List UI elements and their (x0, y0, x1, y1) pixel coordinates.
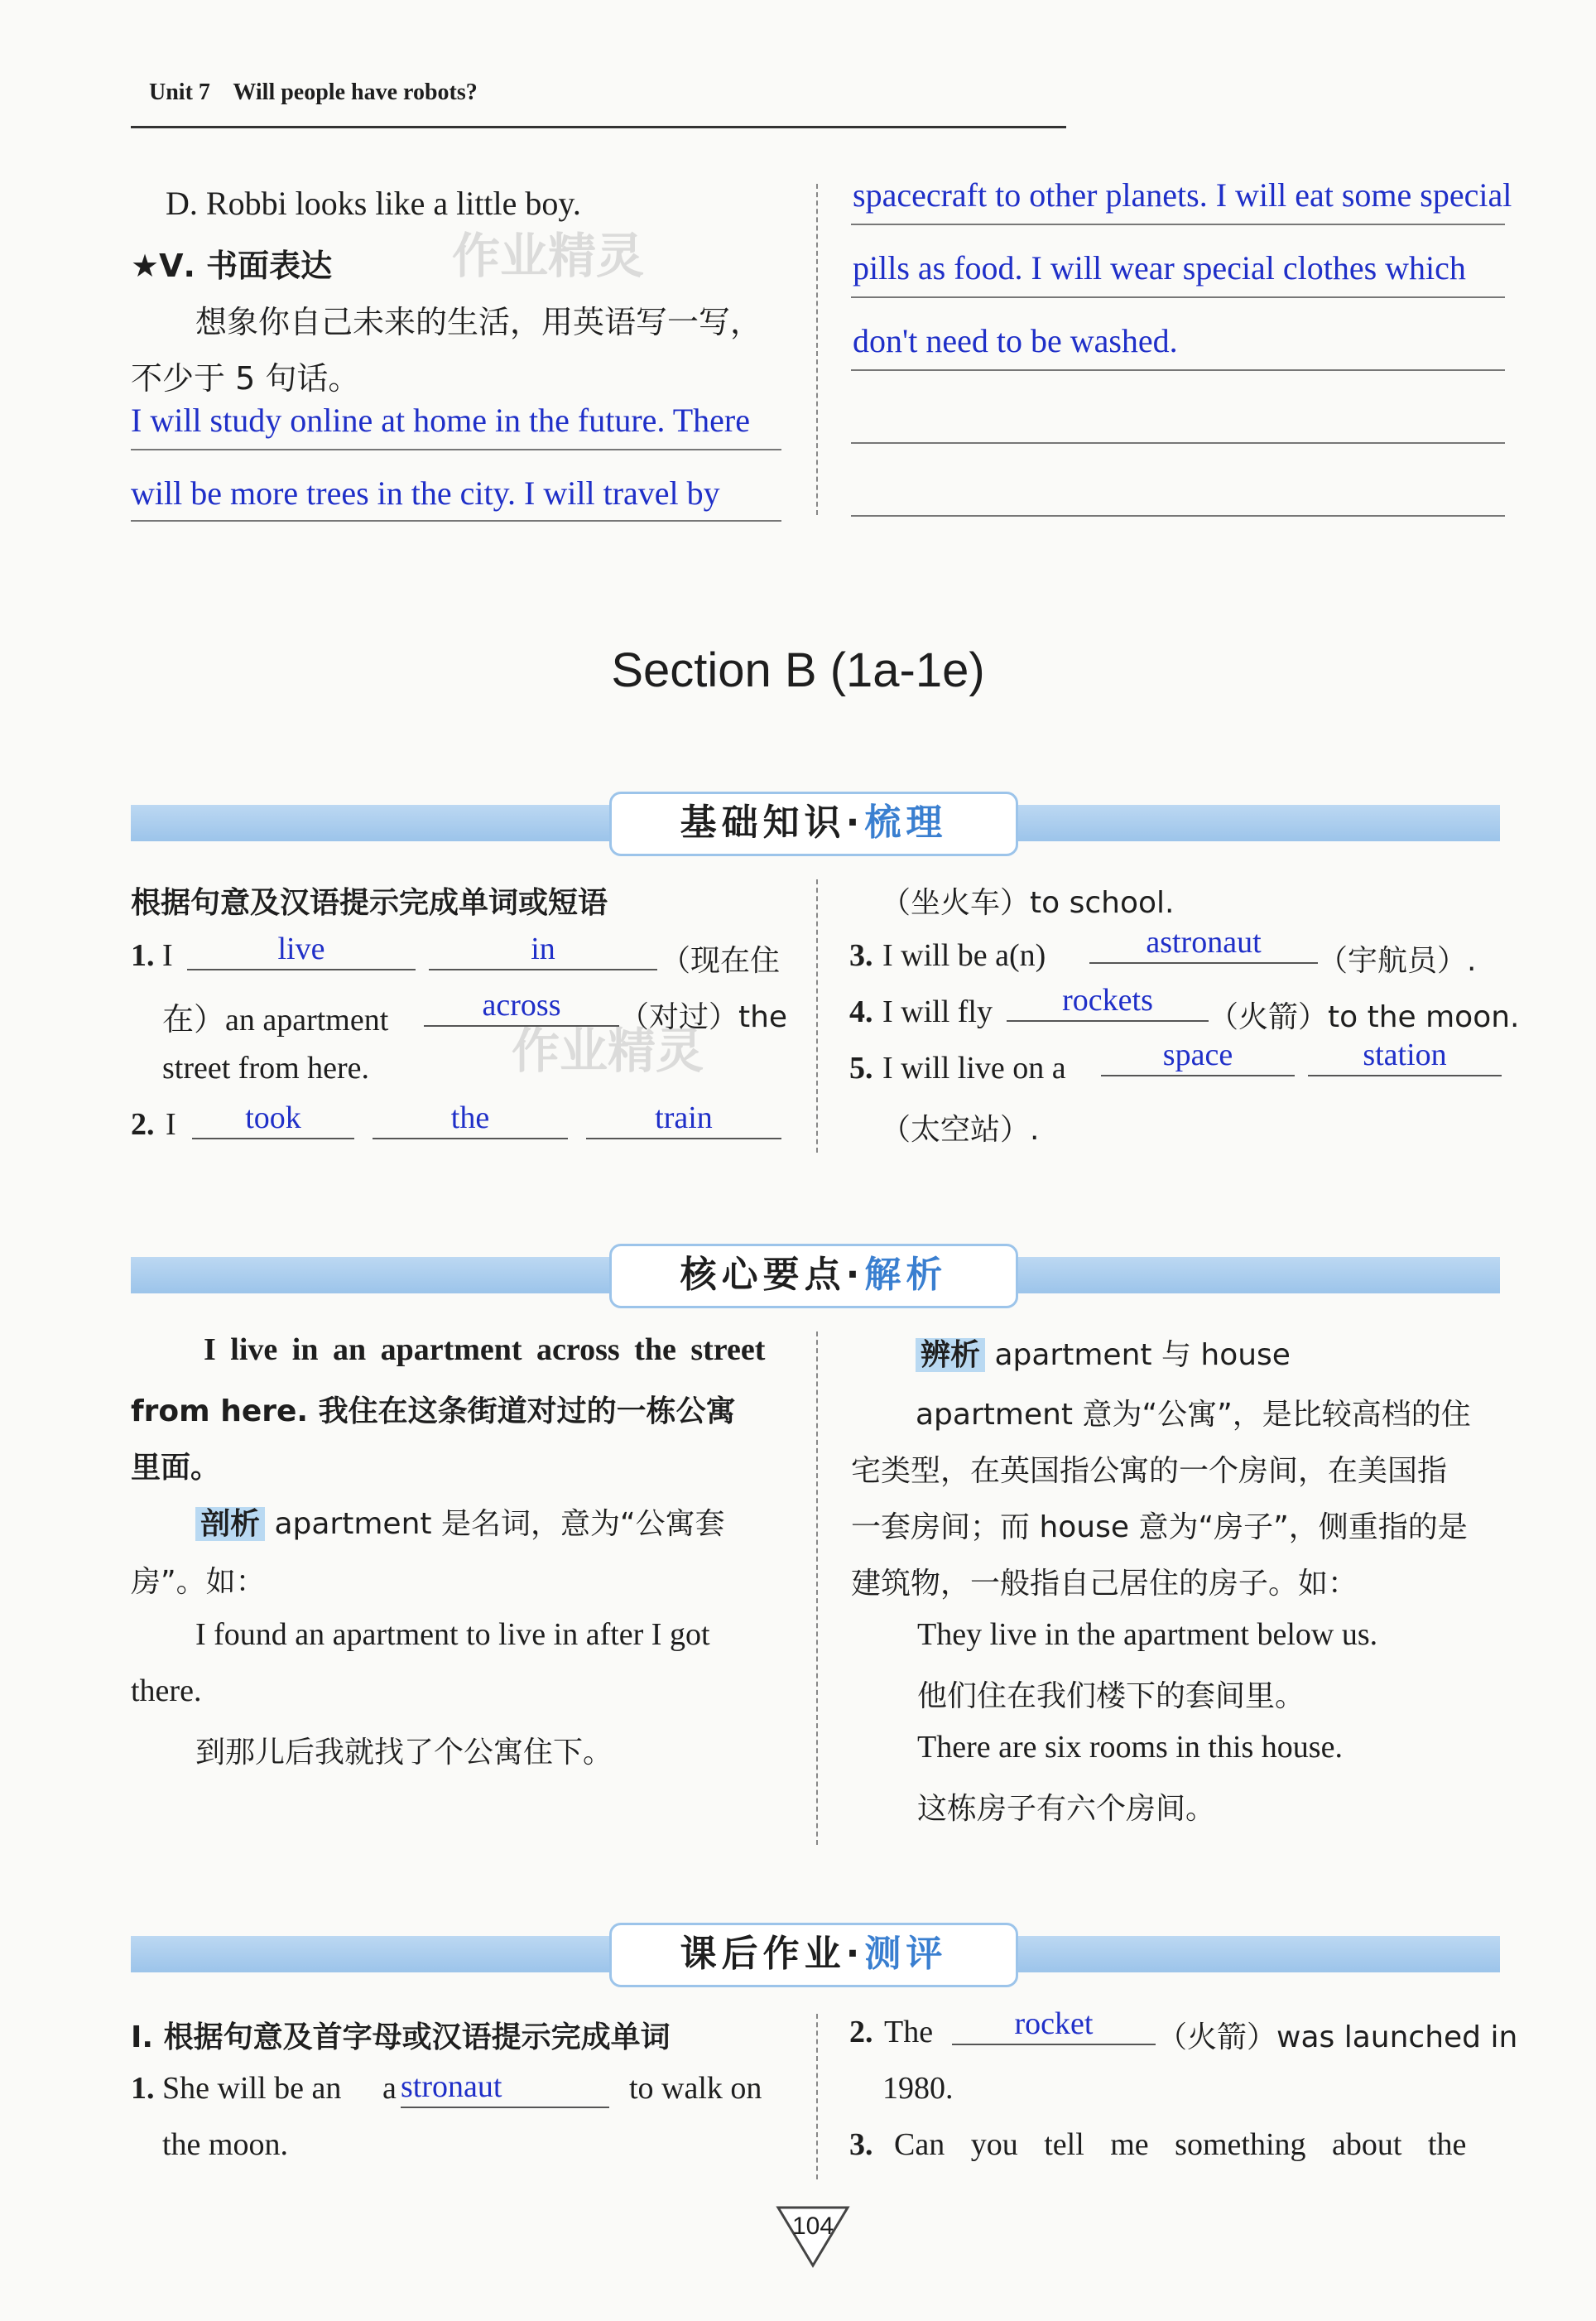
q1-line2: 在）an apartment (162, 1003, 389, 1038)
banner-dot: · (845, 1254, 865, 1296)
example-en: I found an apartment to live in after I got (195, 1617, 710, 1652)
writing-rule (851, 515, 1505, 517)
q1-line3: street from here. (162, 1051, 370, 1086)
banner-left-text: 课后作业 (680, 1933, 846, 1975)
writing-rule (851, 442, 1505, 444)
q1-hint-across: （对过）the (619, 1000, 788, 1034)
hw-q1-text: She will be an (162, 2071, 342, 2106)
page-number: 104 (791, 2213, 834, 2240)
prompt-line-2: 不少于 5 句话。 (131, 360, 360, 397)
q3-number: 3. (849, 938, 873, 973)
watermark: 作业精灵 (452, 228, 645, 284)
banner-right-text: 解析 (864, 1254, 948, 1296)
unit-label: Unit 7 (149, 79, 210, 105)
q4-text: I will fly (882, 994, 993, 1029)
hw-q1-line2: the moon. (162, 2127, 288, 2162)
answer-line: pills as food. I will wear special clothes which (853, 249, 1466, 287)
hw-q3-number: 3. (849, 2127, 873, 2162)
watermark: 作业精灵 (512, 1023, 704, 1079)
q5-hint: （太空站）. (881, 1113, 1040, 1147)
banner-basic-knowledge (609, 792, 1018, 856)
distinguish-line: apartment 意为“公寓”，是比较高档的住 (916, 1398, 1471, 1432)
q3-hint: （宇航员）. (1318, 944, 1477, 978)
q4-answer-rockets[interactable]: rockets (1007, 982, 1209, 1022)
q1-answer-in[interactable]: in (429, 931, 657, 970)
exercise-title: 根据句意及汉语提示完成单词或短语 (131, 886, 608, 920)
distinguish-title: apartment 与 house (985, 1338, 1291, 1372)
column-divider (816, 2014, 818, 2179)
key-sentence: from here. 我住在这条街道对过的一栋公寓 (131, 1394, 736, 1428)
hw-q1-continuation: to walk on (629, 2071, 762, 2106)
q1-number: 1. (131, 938, 155, 973)
header (149, 79, 478, 106)
answer-line: will be more trees in the city. I will travel by (131, 474, 720, 512)
key-sentence: I live in an apartment across the street (204, 1332, 766, 1367)
answer-line: I will study online at home in the future. There (131, 402, 750, 439)
prompt-line-1: 想象你自己未来的生活，用英语写一写， (195, 304, 762, 340)
q5-number: 5. (849, 1051, 873, 1086)
analysis-text (195, 1500, 725, 1543)
q2-answer-train[interactable]: train (586, 1100, 781, 1139)
example-en: They live in the apartment below us. (917, 1617, 1378, 1652)
q4-hint: （火箭）to the moon. (1209, 1000, 1520, 1034)
q5-text: I will live on a (882, 1051, 1066, 1086)
analysis-line: 房”。如： (131, 1565, 266, 1599)
hw-q1-letter: a (382, 2071, 397, 2106)
q2-start: I (166, 1107, 176, 1142)
distinguish-line: 一套房间；而 house 意为“房子”，侧重指的是 (851, 1510, 1468, 1544)
banner-core-points (609, 1244, 1018, 1308)
q1-hint-live: （现在住 (661, 944, 781, 978)
writing-rule (851, 296, 1505, 298)
distinguish-line: 宅类型，在英国指公寓的一个房间，在美国指 (851, 1454, 1448, 1488)
hw-q2-continuation: （火箭）was launched in (1157, 2020, 1518, 2054)
analysis-line: apartment 是名词，意为“公寓套 (265, 1507, 725, 1541)
analysis-tag: 剖析 (195, 1507, 265, 1541)
hw-q2-text: The (884, 2015, 934, 2049)
hw-q1-answer[interactable]: stronaut (401, 2068, 609, 2108)
example-en: there. (131, 1673, 202, 1708)
writing-rule (851, 369, 1505, 371)
homework-title: Ⅰ. 根据句意及首字母或汉语提示完成单词 (131, 2020, 671, 2054)
column-divider (816, 184, 818, 515)
q1-answer-live[interactable]: live (187, 931, 416, 970)
banner-dot: · (845, 802, 865, 844)
section-title: Section B (1a-1e) (611, 643, 985, 697)
hw-q1-number: 1. (131, 2071, 155, 2106)
example-zh: 他们住在我们楼下的套间里。 (917, 1679, 1305, 1713)
writing-rule (851, 224, 1505, 225)
example-zh: 这栋房子有六个房间。 (917, 1792, 1216, 1826)
writing-rule (131, 520, 781, 522)
option-d: D. Robbi looks like a little boy. (166, 185, 581, 222)
q3-answer-astronaut[interactable]: astronaut (1089, 924, 1318, 964)
hw-q3-text: Can you tell me something about the (894, 2127, 1467, 2162)
example-en: There are six rooms in this house. (917, 1730, 1343, 1765)
distinguish-tag: 辨析 (916, 1338, 985, 1372)
writing-rule (131, 449, 781, 450)
hw-q2-number: 2. (849, 2015, 873, 2049)
header-rule (131, 126, 1066, 128)
part-v-title: ★Ⅴ. 书面表达 (131, 248, 333, 284)
key-sentence: 里面。 (131, 1451, 221, 1485)
q2-continuation: （坐火车）to school. (881, 886, 1175, 920)
q1-answer-across[interactable]: across (424, 987, 619, 1027)
q5-answer-space[interactable]: space (1101, 1037, 1295, 1076)
banner-dot: · (845, 1933, 865, 1975)
q3-text: I will be a(n) (882, 938, 1046, 973)
q2-answer-took[interactable]: took (192, 1100, 354, 1139)
distinguish-line: 建筑物，一般指自己居住的房子。如： (851, 1567, 1358, 1601)
q2-answer-the[interactable]: the (373, 1100, 568, 1139)
example-zh: 到那儿后我就找了个公寓住下。 (195, 1736, 613, 1770)
banner-right-text: 梳理 (864, 802, 948, 844)
answer-line: spacecraft to other planets. I will eat some special (853, 176, 1512, 214)
hw-q2-answer[interactable]: rocket (952, 2006, 1156, 2045)
hw-q2-line2: 1980. (882, 2071, 954, 2106)
banner-left-text: 基础知识 (680, 802, 846, 844)
distinguish-head (916, 1331, 1291, 1374)
q4-number: 4. (849, 994, 873, 1029)
q1-start: I (162, 938, 173, 973)
column-divider (816, 879, 818, 1153)
q5-answer-station[interactable]: station (1308, 1037, 1502, 1076)
banner-right-text: 测评 (864, 1933, 948, 1975)
unit-title: Will people have robots? (233, 79, 478, 105)
column-divider (816, 1331, 818, 1845)
q2-number: 2. (131, 1107, 155, 1142)
answer-line: don't need to be washed. (853, 322, 1178, 359)
banner-homework (609, 1923, 1018, 1987)
banner-left-text: 核心要点 (680, 1254, 846, 1296)
